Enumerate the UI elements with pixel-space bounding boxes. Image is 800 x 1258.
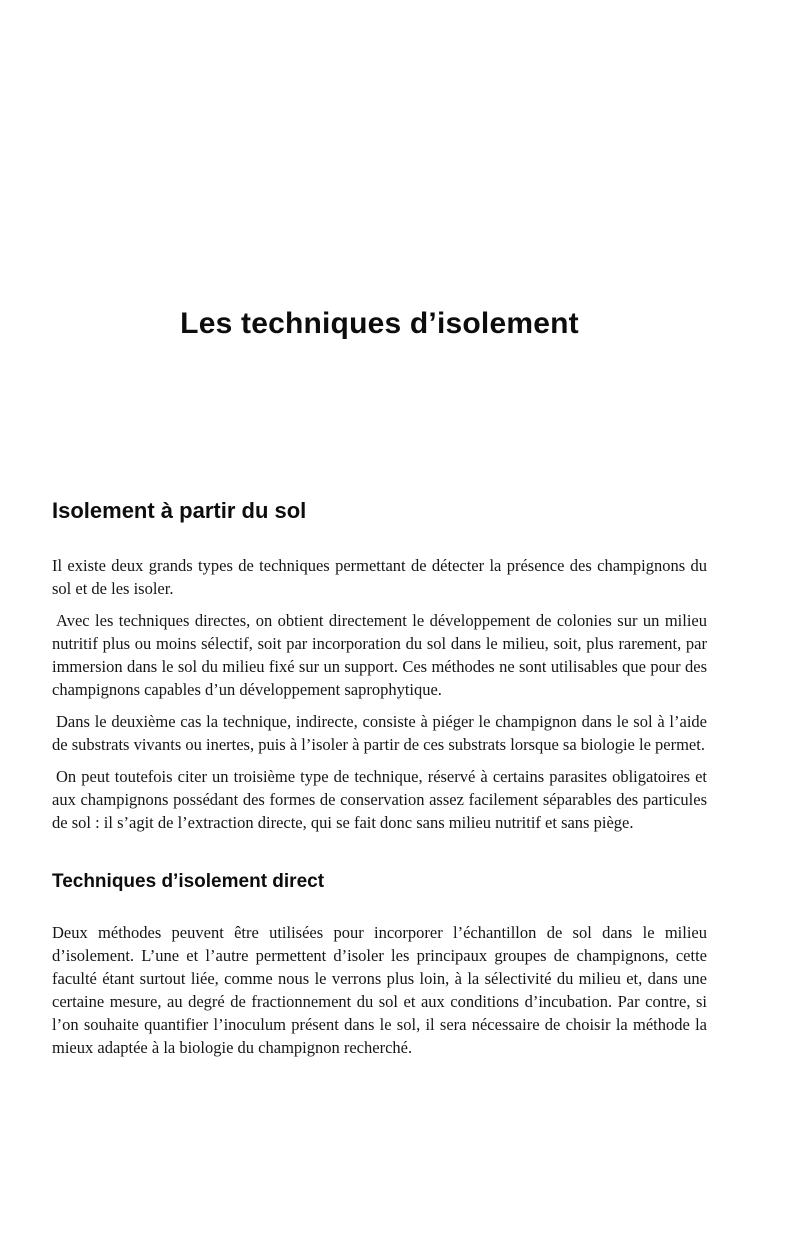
section-techniques-isolement-direct (52, 870, 707, 1059)
paragraph-intro: Il existe deux grands types de techniques permettant de détecter la présence des champignons du sol et de les isoler. (52, 556, 707, 598)
paragraph-troisieme-type: On peut toutefois citer un troisième type de technique, réservé à certains parasites obligatoires et aux champignons possédant des formes de conservation assez facilement séparables des particules de sol : il s’agit de l’extraction directe, qui se fait donc sans milieu nutritif et sans piège. (52, 767, 707, 832)
paragraph-deux-methodes: Deux méthodes peuvent être utilisées pour incorporer l’échantillon de sol dans le milieu d’isolement. L’une et l’autre permettent d’isoler les principaux groupes de champignons, cette faculté étant surtout liée, comme nous le verrons plus loin, à la sélectivité du milieu et, dans une certaine mesure, au degré de fractionnement du sol et aux conditions d’incubation. Par contre, si l’on souhaite quantifier l’inoculum présent dans le sol, il sera nécessaire de choisir la méthode la mieux adaptée à la biologie du champignon recherché. (52, 923, 707, 1057)
paragraph-technique-indirecte: Dans le deuxième cas la technique, indirecte, consiste à piéger le champignon dans le sol à l’aide de substrats vivants ou inertes, puis à l’isoler à partir de ces substrats lorsque sa biologie le permet. (52, 712, 707, 754)
section-isolement-a-partir-du-sol (52, 498, 707, 834)
subsection-heading-isolement-direct: Techniques d’isolement direct (52, 871, 325, 892)
page-content (52, 498, 707, 1059)
page-title: Les techniques d’isolement (180, 307, 579, 340)
section-heading-isolement-sol: Isolement à partir du sol (52, 498, 307, 523)
paragraph-techniques-directes: Avec les techniques directes, on obtient directement le développement de colonies sur un milieu nutritif plus ou moins sélectif, soit par incorporation du sol dans le milieu, soit, plus rarement, par immersion dans le sol du milieu fixé sur un support. Ces méthodes ne sont utilisables que pour des champignons capables d’un développement saprophytique. (52, 611, 707, 699)
